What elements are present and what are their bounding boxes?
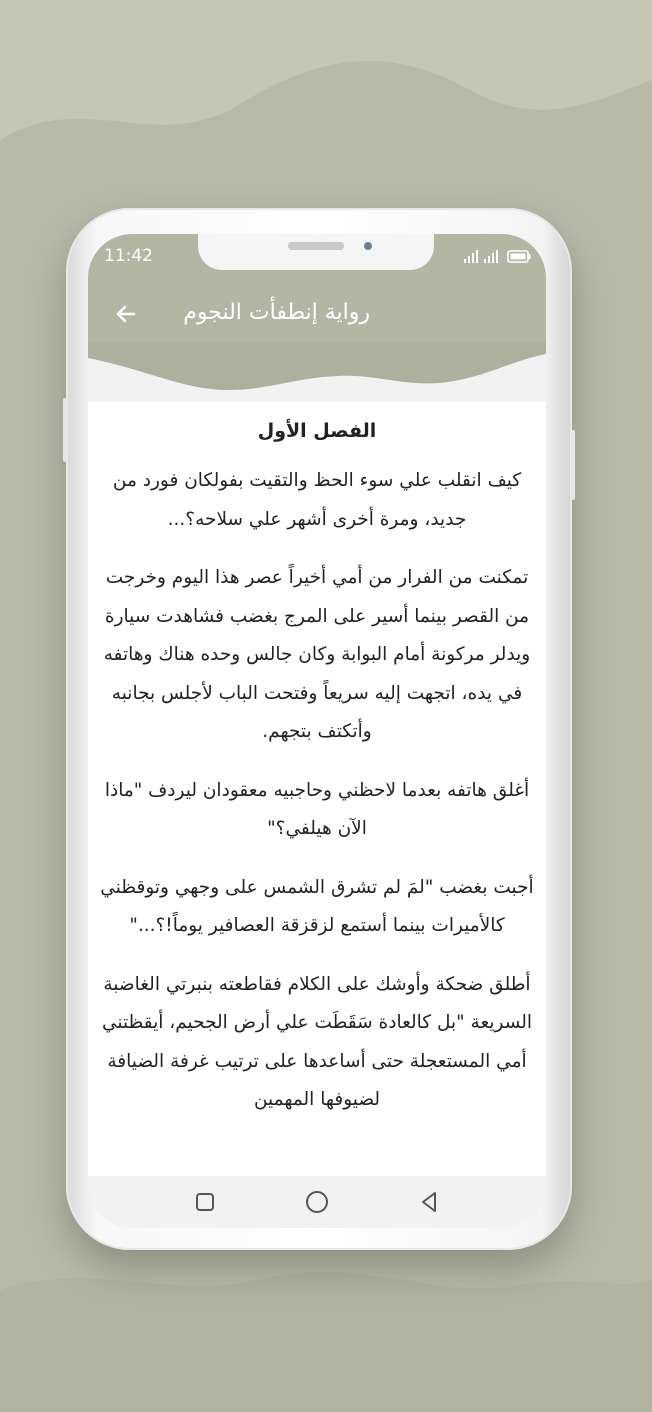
battery-icon (508, 251, 531, 262)
chapter-heading: الفصل الأول (257, 420, 377, 442)
volume-button (63, 398, 67, 462)
toolbar (88, 286, 546, 342)
earpiece-speaker (288, 242, 344, 250)
front-camera (364, 242, 372, 250)
chapter-paragraph: تمكنت من الفرار من أمي أخيراً عصر هذا اليوم وخرجت من القصر بينما أسير على المرج بغضب فشاهدت سيارة ويدلر مركونة أمام البوابة وكان جالس وحده هناك وهاتفه في يده، اتجهت إليه سريعاً وفتحت الباب لأجلس بجانبه وأتكتف بتجهم. (103, 567, 531, 742)
app-bar (88, 234, 546, 404)
signal-icon (464, 250, 478, 263)
power-button (571, 430, 575, 500)
chapter-paragraph: أغلق هاتفه بعدما لاحظني وحاجبيه معقودان ليردف "ماذا الآن هيلفي؟" (104, 779, 530, 839)
back-triangle-icon[interactable] (416, 1189, 442, 1215)
system-nav-bar (88, 1176, 546, 1228)
chapter-paragraph: أجبت بغضب "لمَ لم تشرق الشمس على وجهي وتوقظني كالأميرات بينما أستمع لزقزقة العصافير يوماً!؟..." (100, 876, 534, 936)
chapter-content[interactable] (88, 402, 546, 1176)
back-button[interactable] (108, 296, 144, 332)
signal-2-icon (484, 250, 498, 263)
chapter-paragraph: أطلق ضحكة وأوشك على الكلام فقاطعته بنبرتي الغاضبة السريعة "بل كالعادة سَقَطَت علي أرض الجحيم، أيقظتني أمي المستعجلة حتى أساعدها على ترتيب غرفة الضيافة لضيوفها المهمين (101, 973, 533, 1110)
home-circle-icon[interactable] (304, 1189, 330, 1215)
status-time: 11:42 (104, 246, 153, 266)
chapter-paragraph: كيف انقلب علي سوء الحظ والتقيت بفولكان فورد من جديد، ومرة أخرى أشهر علي سلاحه؟... (112, 470, 522, 530)
phone-frame (66, 208, 572, 1250)
signal-battery-icons (464, 248, 534, 264)
chapter-text (98, 412, 536, 1140)
phone-screen (88, 234, 546, 1228)
display-notch (198, 234, 434, 270)
page-title: رواية إنطفأت النجوم (183, 300, 370, 325)
recents-square-icon[interactable] (192, 1189, 218, 1215)
arrow-left-icon (114, 302, 138, 326)
status-bar (88, 234, 546, 278)
